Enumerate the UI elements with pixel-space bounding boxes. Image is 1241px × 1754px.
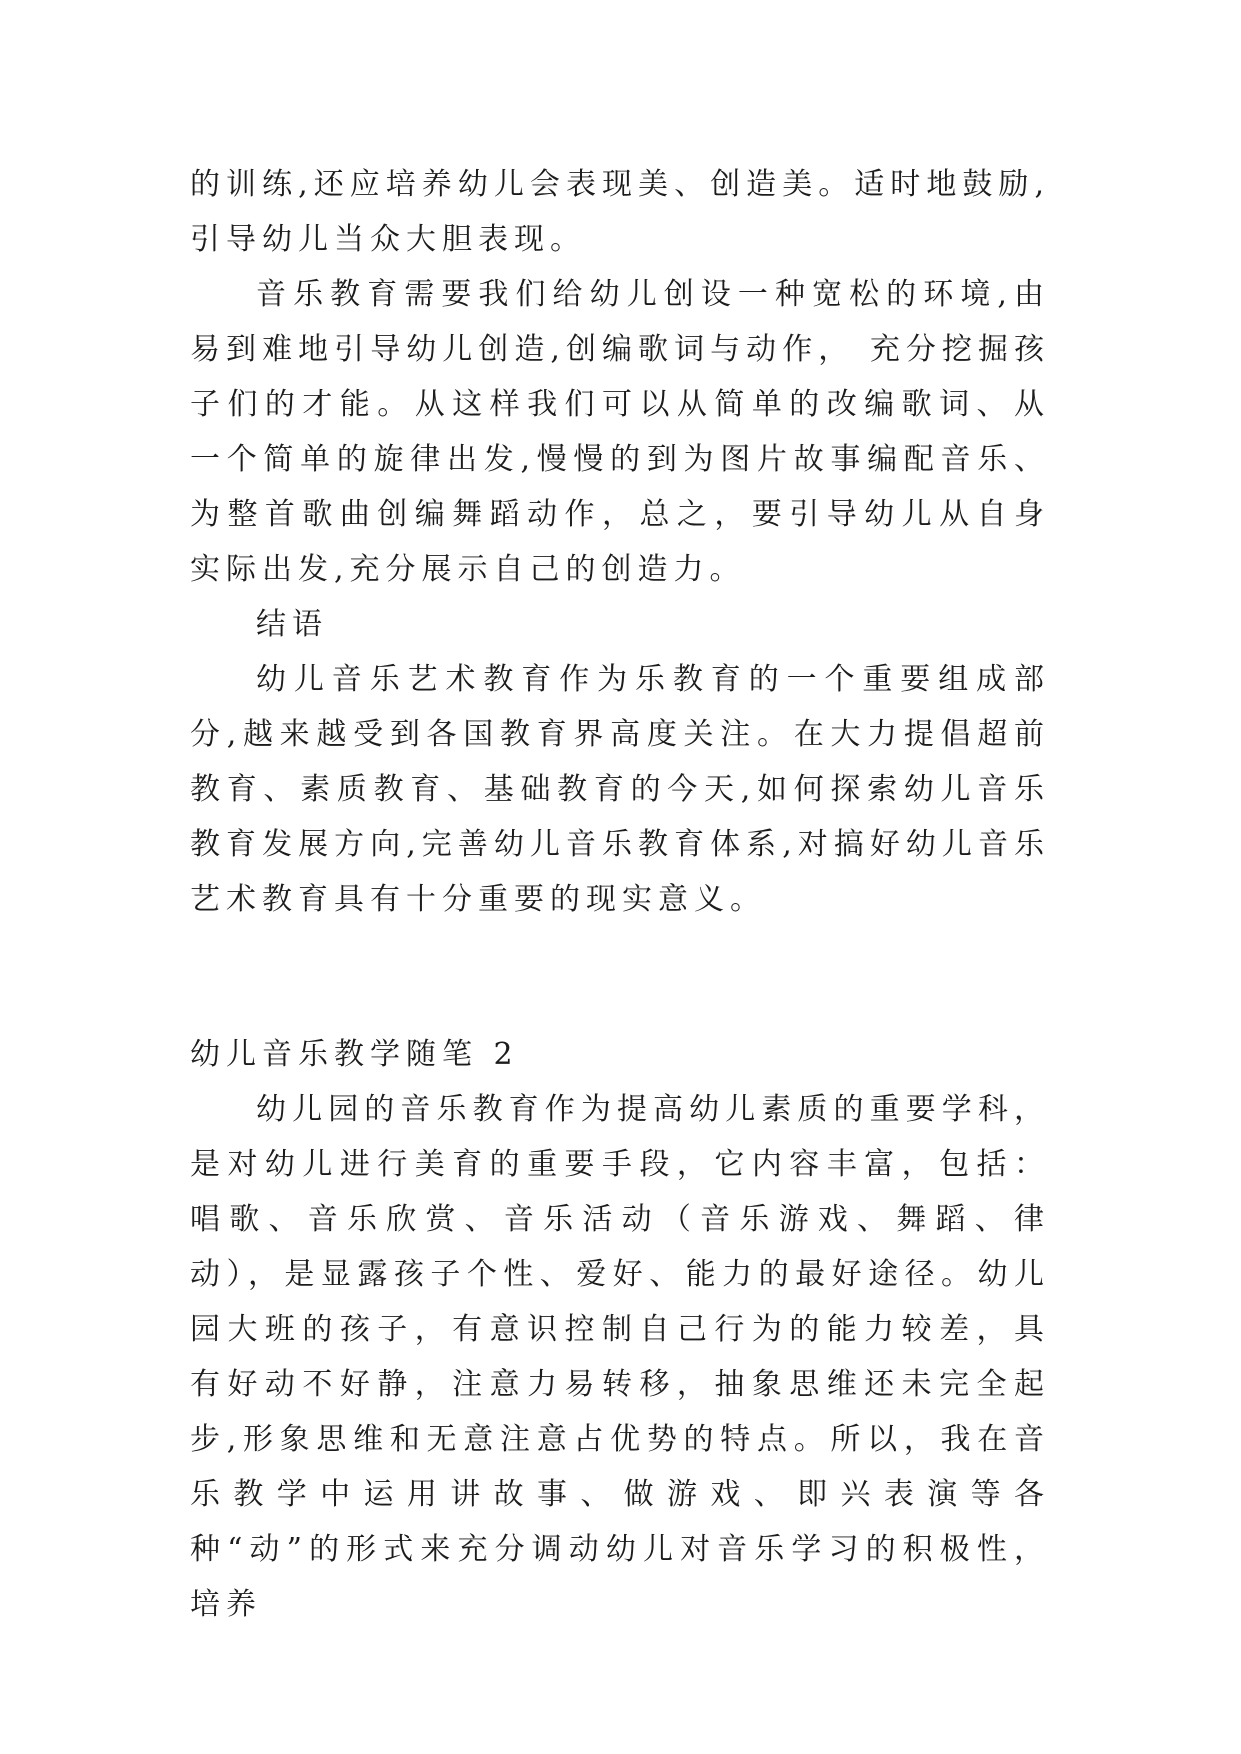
paragraph-continuation: 的训练,还应培养幼儿会表现美、创造美。适时地鼓励,引导幼儿当众大胆表现。 (190, 167, 1050, 257)
body-text-top (190, 157, 1050, 927)
section-title: 幼儿音乐教学随笔 2 (190, 1037, 519, 1072)
heading-conclusion: 结语 (256, 607, 328, 642)
paragraph-conclusion: 幼儿音乐艺术教育作为乐教育的一个重要组成部分,越来越受到各国教育界高度关注。在大力提倡超前教育、素质教育、基础教育的今天,如何探索幼儿音乐教育发展方向,完善幼儿音乐教育体系,对搞好幼儿音乐艺术教育具有十分重要的现实意义。 (190, 662, 1050, 917)
paragraph-music-environment: 音乐教育需要我们给幼儿创设一种宽松的环境,由易到难地引导幼儿创造,创编歌词与动作， 充分挖掘孩子们的才能。从这样我们可以从简单的改编歌词、从一个简单的旋律出发,慢慢的到为图片故事编配音乐、为整首歌曲创编舞蹈动作，总之，要引导幼儿从自身实际出发,充分展示自己的创造力。 (190, 277, 1050, 587)
section-2 (190, 1027, 1050, 1632)
paragraph-kindergarten-music: 幼儿园的音乐教育作为提高幼儿素质的重要学科，是对幼儿进行美育的重要手段，它内容丰富，包括：唱歌、音乐欣赏、音乐活动（音乐游戏、舞蹈、律动），是显露孩子个性、爱好、能力的最好途径。幼儿园大班的孩子，有意识控制自己行为的能力较差，具有好动不好静，注意力易转移，抽象思维还未完全起步,形象思维和无意注意占优势的特点。所以，我在音乐教学中运用讲故事、做游戏、即兴表演等各种“动”的形式来充分调动幼儿对音乐学习的积极性，培养 (190, 1092, 1050, 1622)
